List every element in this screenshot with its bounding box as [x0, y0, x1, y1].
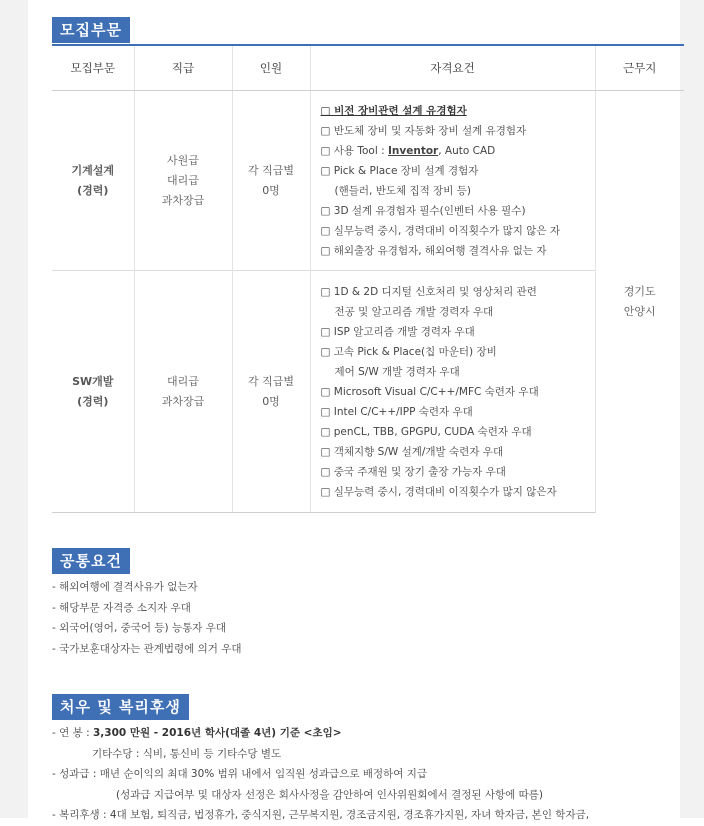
grade-item: 대리급: [167, 173, 199, 187]
headcount-value: 0명: [262, 394, 280, 408]
requirement-item: □ 실무능력 중시, 경력대비 이직횟수가 많지 않은 자: [320, 224, 560, 237]
grade-item: 대리급: [167, 374, 199, 388]
requirement-item: □ 해외출장 유경험자, 해외여행 결격사유 없는 자: [320, 244, 547, 257]
table-row: [52, 271, 684, 513]
section-title-recruit: 모집부문: [52, 17, 130, 43]
header-headcount: 인원: [232, 46, 310, 91]
location-line: 경기도: [623, 284, 656, 298]
dept-name: 기계설계: [71, 163, 114, 177]
list-item: - 해외여행에 결격사유가 없는자: [52, 581, 198, 593]
table-row: [52, 91, 684, 271]
requirement-item: □ penCL, TBB, GPGPU, CUDA 숙련자 우대: [320, 425, 532, 438]
dept-cell: [52, 91, 134, 271]
salary-value: 3,300 만원 - 2016년 학사(대졸 4년) 기준 <초임>: [92, 727, 342, 739]
requirements-cell: [310, 91, 595, 271]
location-cell: [595, 91, 684, 513]
dept-cell: [52, 271, 134, 513]
requirement-item: □ 중국 주재원 및 장기 출장 가능자 우대: [320, 465, 506, 478]
dept-name: SW개발: [72, 374, 114, 388]
grade-item: 과차장급: [161, 394, 205, 408]
grade-item: 과차장급: [161, 193, 205, 207]
dept-type: (경력): [77, 183, 109, 197]
requirement-item: □ 객체지향 S/W 설계/개발 숙련자 우대: [320, 445, 504, 458]
requirement-item: 전공 및 알고리즘 개발 경력자 우대: [334, 305, 494, 318]
requirement-item: □ Microsoft Visual C/C++/MFC 숙련자 우대: [320, 385, 539, 398]
list-item: - 해당부문 자격증 소지자 우대: [52, 601, 191, 614]
requirement-item: □ 1D & 2D 디지털 신호처리 및 영상처리 관련: [320, 285, 537, 298]
list-item: 기타수당 : 식비, 통신비 등 기타수당 별도: [92, 747, 282, 760]
salary-label: - 연 봉 :: [52, 727, 93, 739]
requirement-item: [321, 141, 595, 161]
headcount-cell: [232, 91, 310, 271]
tool-highlight: Inventor: [388, 144, 439, 157]
location-line: 안양시: [623, 304, 656, 318]
section-title-welfare: 처우 및 복리후생: [52, 694, 189, 720]
requirement-item: 제어 S/W 개발 경력자 우대: [334, 365, 460, 378]
header-location: 근무지: [595, 46, 684, 91]
grade-cell: [134, 271, 232, 513]
requirement-item: □ ISP 알고리즘 개발 경력자 우대: [320, 325, 475, 338]
section-title-common: 공통요건: [52, 548, 130, 574]
list-item: [52, 723, 589, 744]
welfare-list: [52, 723, 589, 826]
headcount-cell: [232, 271, 310, 513]
recruit-table: [52, 46, 684, 513]
header-requirements: 자격요건: [310, 46, 595, 91]
content-panel: [28, 0, 680, 821]
list-item: - 외국어(영어, 중국어 등) 능통자 우대: [52, 622, 227, 634]
list-item: - 복리후생 : 4대 보험, 퇴직금, 법정휴가, 중식지원, 근무복지원, 경조금지원, 경조휴가지원, 자녀 학자금, 본인 학자금,: [52, 809, 590, 821]
headcount-value: 0명: [262, 183, 280, 197]
requirement-item: □ Pick & Place 장비 설계 경험자: [320, 164, 479, 177]
grade-item: 사원급: [167, 153, 199, 167]
requirement-item: □ 고속 Pick & Place(칩 마운터) 장비: [320, 345, 497, 358]
requirement-item: (핸들러, 반도체 집적 장비 등): [334, 184, 471, 197]
requirement-item: □ 3D 설계 유경험자 필수(인벤터 사용 필수): [320, 204, 526, 217]
requirement-item: □ Intel C/C++/IPP 숙련자 우대: [320, 405, 473, 418]
common-requirements-list: [52, 577, 242, 659]
requirement-item: □ 실무능력 중시, 경력대비 이직횟수가 많지 않은자: [320, 485, 557, 498]
requirement-text: , Auto CAD: [438, 144, 496, 157]
requirement-item: □ 비전 장비관련 설계 유경험자: [320, 104, 467, 117]
requirements-cell: [310, 271, 595, 513]
requirement-item: □ 반도체 장비 및 자동화 장비 설계 유경험자: [320, 124, 527, 137]
header-grade: 직급: [134, 46, 232, 91]
list-item: (성과급 지급여부 및 대상자 선정은 회사사정을 감안하여 인사위원회에서 결정된 사항에 따름): [116, 788, 544, 801]
headcount-label: 각 직급별: [247, 163, 294, 177]
list-item: - 국가보훈대상자는 관계법령에 의거 우대: [52, 642, 242, 655]
list-item: - 성과급 : 매년 순이익의 최대 30% 범위 내에서 임직원 성과급으로 배정하여 지급: [52, 768, 428, 780]
header-dept: 모집부문: [52, 46, 134, 91]
table-header-row: [52, 46, 684, 91]
dept-type: (경력): [77, 394, 109, 408]
requirement-text: □ 사용 Tool :: [320, 144, 385, 157]
headcount-label: 각 직급별: [247, 374, 294, 388]
grade-cell: [134, 91, 232, 271]
